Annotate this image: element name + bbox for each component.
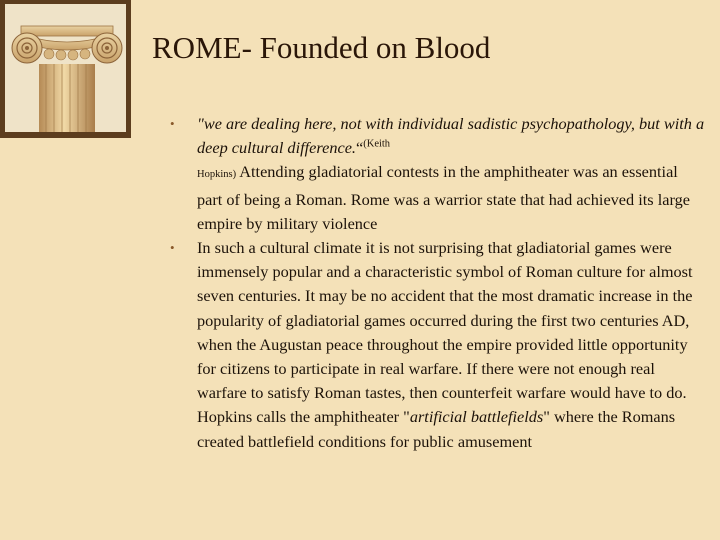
- bullet-icon: •: [170, 240, 175, 256]
- ionic-column-icon: [5, 4, 126, 132]
- hopkins-quote: "we are dealing here, not with individual sadistic psychopathology, but with a deep cultural difference.: [197, 114, 705, 158]
- bullet-item-1: [170, 112, 705, 236]
- bullet-item-2: [170, 236, 705, 454]
- bullet-2-ending: " where the Romans created battlefield conditions for public amusement: [197, 407, 676, 451]
- quote-close-mark: “: [356, 138, 364, 158]
- ionic-column-image: [0, 0, 131, 138]
- column-picture-frame: [5, 4, 126, 132]
- bullet-1-text: Attending gladiatorial contests in the amphitheater was an essential part of being a Roman. Rome was a warrior state that had achieved its large empire by military violence: [197, 162, 690, 233]
- bullet-2-text: In such a cultural climate it is not surprising that gladiatorial games were immensely popular and a characteristic symbol of Roman culture for almost seven centuries. It may be no accident that the most dramatic increase in the popularity of gladiatorial games occurred during the first two centuries AD, when the Augustan peace throughout the empire provided little opportunity for citizens to participate in real warfare. If there were not enough real warfare to satisfy Roman tastes, then counterfeit warfare would have to do. Hopkins calls the amphitheater ": [197, 238, 693, 427]
- slide-title: ROME- Founded on Blood: [152, 30, 491, 65]
- bullet-icon: •: [170, 116, 175, 131]
- citation-superscript: (Keith: [363, 138, 391, 150]
- bullet-list: [170, 112, 705, 454]
- artificial-battlefields-phrase: artificial battlefields: [409, 407, 544, 427]
- citation-name: Hopkins): [197, 169, 237, 181]
